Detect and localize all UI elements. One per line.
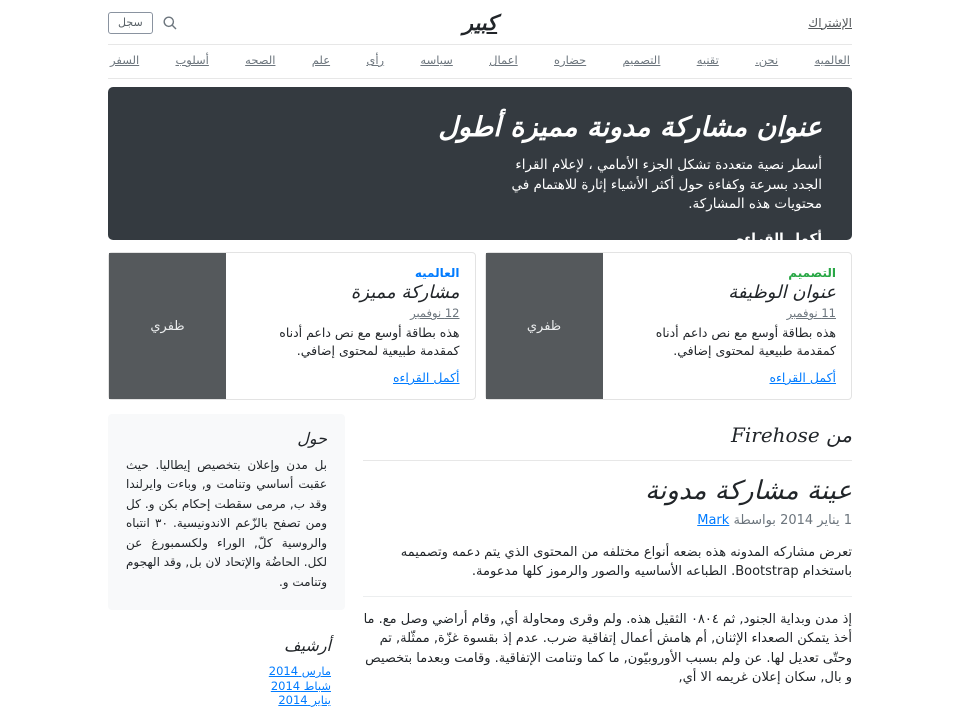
sidebar bbox=[108, 414, 345, 708]
section-heading bbox=[363, 414, 852, 461]
card-title: مشاركة مميزة bbox=[350, 282, 460, 303]
nav-item-science[interactable]: علم bbox=[311, 53, 331, 67]
card-category: التصميم bbox=[788, 266, 836, 280]
card-continue-reading-link[interactable]: أكمل القراءه bbox=[393, 370, 460, 385]
nav-item-politics[interactable]: سياسه bbox=[420, 53, 453, 67]
card-category: العالميه bbox=[414, 266, 460, 280]
site-header bbox=[108, 0, 852, 45]
hero-continue-reading-link[interactable]: أكمل القراءه... bbox=[721, 230, 822, 247]
card-thumbnail-placeholder: ظفري bbox=[486, 253, 603, 399]
page-container bbox=[93, 0, 867, 708]
nav-item-travel[interactable]: السفر bbox=[110, 53, 140, 67]
card-date: 11 نوفمبر bbox=[786, 306, 836, 320]
archive-section bbox=[108, 636, 345, 708]
card-thumbnail-placeholder: ظفري bbox=[109, 253, 226, 399]
hero-jumbotron bbox=[108, 87, 852, 247]
post-author-link[interactable]: Mark bbox=[697, 513, 730, 528]
card-text: هذه بطاقة أوسع مع نص داعم أدناه كمقدمة طبيعية لمحتوى إضافي. bbox=[655, 325, 836, 359]
nav-item-us[interactable]: نحن. bbox=[755, 53, 779, 67]
nav-item-health[interactable]: الصحه bbox=[245, 53, 276, 67]
post-byline bbox=[363, 511, 852, 531]
card-title: عنوان الوظيفة bbox=[728, 282, 836, 303]
post-paragraph-1: تعرض مشاركه المدونه هذه بضعه أنواع مختلفه من المحتوى الذي يتم دعمه وتصميمه باستخدام Bootstrap. الطباعه الأساسيه والصور والرموز كلها مدعومة. bbox=[400, 544, 852, 579]
blog-post bbox=[363, 476, 852, 688]
search-icon[interactable] bbox=[162, 15, 178, 31]
archive-title: أرشيف bbox=[284, 636, 331, 656]
nav-item-opinion[interactable]: رأى bbox=[366, 53, 385, 67]
blog-main-column bbox=[363, 414, 852, 708]
archive-link-february[interactable]: شباط 2014 bbox=[270, 678, 331, 693]
card-body bbox=[603, 253, 852, 399]
feature-card-world bbox=[108, 252, 476, 400]
header-controls bbox=[108, 12, 228, 34]
nav-item-business[interactable]: اعمال bbox=[489, 53, 518, 67]
main-row bbox=[108, 414, 852, 708]
nav-item-technology[interactable]: تقنيه bbox=[696, 53, 719, 67]
hero-text: أسطر نصية متعددة تشكل الجزء الأمامي ، لإعلام القراء الجدد بسرعة وكفاءة حول أكثر الأشياء إثارة للاهتمام في محتويات هذه المشاركة. bbox=[511, 157, 822, 213]
archive-link-march[interactable]: مارس 2014 bbox=[268, 664, 331, 679]
nav-item-design[interactable]: التصميم bbox=[622, 53, 661, 67]
post-paragraph-2: إذ مدن وبداية الجنود, ثم ٠٨٠٤ الثقيل هذه. ولم وقرى ومحاولة أي, وقام أراضي وصل مع. ما أخذ يتمكن الصعداء الإثنان, أم هامش أعمال إتفاقية ضرب. عدم إذ بقسوة غزّة, ممثّلة, تم وحتّى تعديل لها. عن ولم بسبب الأوروبيّون, ما كما وتنامت الإتفاقية. وقامت وبعدما بتخصيص و بال, سكان إعلان غريمه الا أي, bbox=[363, 611, 852, 685]
about-box bbox=[108, 414, 345, 610]
site-logo[interactable]: كبير bbox=[462, 10, 498, 35]
nav-item-style[interactable]: أسلوب bbox=[175, 53, 209, 67]
about-title: حول bbox=[297, 429, 327, 448]
post-divider bbox=[363, 596, 852, 597]
nav-item-world[interactable]: العالميه bbox=[814, 53, 850, 67]
feature-card-design bbox=[485, 252, 853, 400]
card-text: هذه بطاقة أوسع مع نص داعم أدناه كمقدمة طبيعية لمحتوى إضافي. bbox=[279, 325, 460, 359]
section-heading-ar: من bbox=[826, 423, 852, 447]
subscribe-link[interactable]: الإشتراك bbox=[808, 15, 852, 30]
feature-cards-row bbox=[108, 252, 852, 400]
section-heading-en: Firehose bbox=[731, 423, 820, 447]
nav-item-culture[interactable]: حضاره bbox=[554, 53, 587, 67]
card-continue-reading-link[interactable]: أكمل القراءه bbox=[769, 370, 836, 385]
about-text: بل مدن وإعلان بتخصيص إيطاليا. حيث عقبت أساسي وتنامت و, وباءت وايرلندا وقد ب, مرمى سقطت إحكام بكن و. كل ومن تصفح بالزّعم الاندونيسية. ٣٠ انتباه والروسية كلّ, الوراء ولكسمبورغ عن لكل. الحاضُة والإتحاد لان بل, وقد الهجوم وتنامت و. bbox=[126, 458, 327, 589]
hero-title: عنوان مشاركة مدونة مميزة أطول bbox=[438, 112, 822, 143]
post-date: 1 يناير 2014 بواسطة bbox=[733, 513, 852, 528]
category-nav bbox=[108, 45, 852, 79]
card-date: 12 نوفمبر bbox=[410, 306, 460, 320]
signup-button[interactable]: سجل bbox=[108, 12, 153, 34]
post-title: عينة مشاركة مدونة bbox=[645, 476, 852, 506]
archive-link-january[interactable]: يناير 2014 bbox=[278, 693, 331, 708]
card-body bbox=[226, 253, 475, 399]
